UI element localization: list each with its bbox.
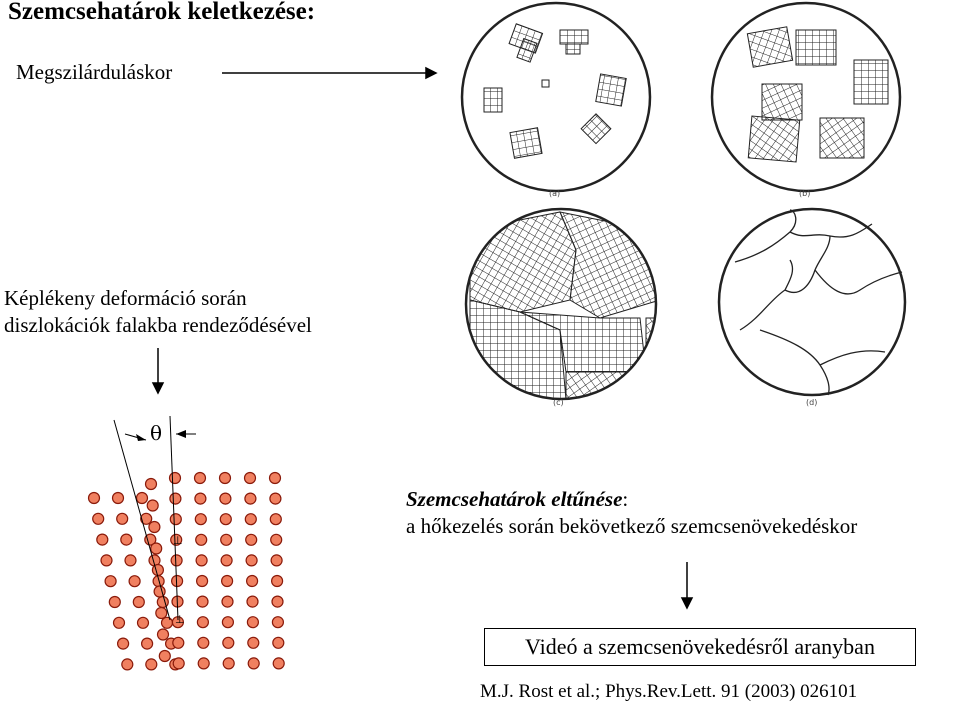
atom <box>195 473 206 484</box>
atom <box>271 534 282 545</box>
panel-b-growth <box>712 3 900 198</box>
atom <box>272 576 283 587</box>
arrow-down-left <box>153 348 163 393</box>
atom <box>117 513 128 524</box>
atom <box>109 597 120 608</box>
atom <box>245 493 256 504</box>
panel-a-label: (a) <box>549 189 561 198</box>
panel-d-label: (d) <box>806 398 818 407</box>
atom <box>101 555 112 566</box>
arrow-to-panels <box>222 68 436 78</box>
atom <box>121 534 132 545</box>
atom <box>248 637 259 648</box>
atom <box>246 555 257 566</box>
atom <box>270 473 281 484</box>
arrow-down-right <box>682 562 692 608</box>
atom <box>272 617 283 628</box>
atom <box>196 555 207 566</box>
atom <box>222 576 233 587</box>
atom <box>248 658 259 669</box>
plastic-line-1: Képlékeny deformáció során <box>4 286 247 310</box>
atom <box>157 597 168 608</box>
panel-c-label: (c) <box>553 398 564 407</box>
vanish-line-2: a hőkezelés során bekövetkező szemcsenövekedéskor <box>406 514 858 538</box>
atom <box>147 500 158 511</box>
atom <box>125 555 136 566</box>
atom <box>270 514 281 525</box>
atom <box>196 534 207 545</box>
atom <box>173 637 184 648</box>
vanish-colon: : <box>622 487 629 511</box>
tilt-boundary-diagram <box>89 416 285 670</box>
atom <box>93 513 104 524</box>
atom <box>113 493 124 504</box>
dislocation-symbol-1: ⊥ <box>173 534 183 547</box>
atom <box>158 629 169 640</box>
solidification-label: Megszilárduláskor <box>16 60 173 84</box>
panel-c-impingement <box>466 209 670 407</box>
atom <box>122 659 133 670</box>
atom <box>197 596 208 607</box>
dislocation-symbol-2: ⊥ <box>175 613 185 626</box>
atom <box>89 493 100 504</box>
atom <box>197 576 208 587</box>
atom <box>272 596 283 607</box>
atom <box>223 658 234 669</box>
atom <box>151 543 162 554</box>
atom <box>197 617 208 628</box>
atom <box>247 576 258 587</box>
slide-title: Szemcsehatárok keletkezése: <box>8 0 316 25</box>
atom <box>198 637 209 648</box>
panel-b-label: (b) <box>799 189 811 198</box>
atom <box>97 534 108 545</box>
atom <box>129 576 140 587</box>
atom <box>170 514 181 525</box>
atom-lattice <box>89 473 285 670</box>
atom <box>173 658 184 669</box>
atom <box>146 479 157 490</box>
atom <box>273 658 284 669</box>
theta-symbol: θ <box>150 421 163 445</box>
atom <box>246 534 257 545</box>
atom <box>247 617 258 628</box>
atom <box>114 617 125 628</box>
panel-a-nucleation <box>462 3 650 198</box>
atom <box>138 617 149 628</box>
atom <box>247 596 258 607</box>
atom <box>245 514 256 525</box>
atom <box>223 637 234 648</box>
atom <box>195 514 206 525</box>
atom <box>137 493 148 504</box>
panel-d-grain-boundaries <box>719 209 905 407</box>
atom <box>273 637 284 648</box>
atom <box>133 597 144 608</box>
atom <box>221 555 232 566</box>
atom <box>271 555 282 566</box>
vanish-label: Szemcsehatárok eltűnése <box>406 487 623 511</box>
atom <box>142 638 153 649</box>
atom <box>149 522 160 533</box>
video-link[interactable]: Videó a szemcsenövekedésről aranyban <box>484 628 916 666</box>
atom <box>105 576 116 587</box>
atom <box>118 638 129 649</box>
atom <box>159 651 170 662</box>
atom <box>220 473 231 484</box>
atom <box>146 659 157 670</box>
atom <box>220 493 231 504</box>
atom <box>156 608 167 619</box>
atom <box>195 493 206 504</box>
atom <box>222 596 233 607</box>
atom <box>170 473 181 484</box>
atom <box>170 493 181 504</box>
atom <box>222 617 233 628</box>
atom <box>171 555 182 566</box>
plastic-line-2: diszlokációk falakba rendeződésével <box>4 313 312 337</box>
atom <box>152 565 163 576</box>
atom <box>221 534 232 545</box>
citation: M.J. Rost et al.; Phys.Rev.Lett. 91 (2003) 026101 <box>480 681 858 702</box>
atom <box>198 658 209 669</box>
atom <box>162 617 173 628</box>
atom <box>153 576 164 587</box>
atom <box>220 514 231 525</box>
atom <box>245 473 256 484</box>
atom <box>270 493 281 504</box>
